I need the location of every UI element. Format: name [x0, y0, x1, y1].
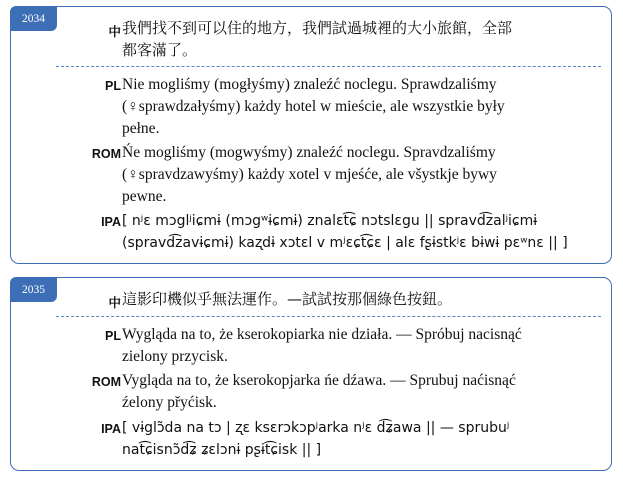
divider — [56, 66, 601, 67]
divider — [56, 316, 601, 317]
ipa-text: [ vɨglɔ̃da na tɔ | ʐɛ ksɛrɔkɔpʲarka nʲɛ d͡ʑawa || — sprubuʲ nat͡ɕisnɔ̃d͡ʑ ʑɛlɔnɨ pʂɨt͡ɕisk || ] — [122, 420, 510, 458]
ipa-text: [ nʲɛ mɔglʲiɕmɨ (mɔgʷɨɕmɨ) znalɛt͡ɕ nɔtslɛgu || spravd͡zalʲiɕmɨ (spravd͡zavɨɕmɨ) kaʐdɨ xɔtɛl v mʲɛɕt͡ɕɛ | alɛ fʂɨstkʲɛ bɨwɨ pɛʷnɛ || ] — [122, 213, 568, 251]
polish-label: PL — [105, 79, 121, 93]
entry-number-badge: 2034 — [10, 6, 57, 31]
chinese-text: 這影印機似乎無法運作。—試試按那個綠色按鈕。 — [122, 290, 453, 308]
chinese-text: 我們找不到可以住的地方，我們試過城裡的大小旅館，全部 都客滿了。 — [122, 19, 513, 59]
polish-text: Wygląda na to, że kserokopiarka nie działa. — Spróbuj nacisnąć zielony przycisk. — [122, 326, 522, 365]
romanization-label: ROM — [91, 147, 121, 161]
ipa-label: IPA — [101, 422, 121, 436]
entry-card — [10, 6, 612, 264]
entry-card — [10, 277, 612, 471]
ipa-label: IPA — [101, 215, 121, 229]
romanization-label: ROM — [91, 375, 121, 389]
romanization-text: Vygląda na to, że kserokopjarka ńe dźawa. — Sprubuj naćisnąć źelony přyćisk. — [122, 372, 516, 411]
entry-number-badge: 2035 — [10, 277, 57, 302]
polish-label: PL — [105, 329, 121, 343]
chinese-label: 中 — [108, 25, 121, 39]
chinese-label: 中 — [108, 296, 121, 310]
romanization-text: Ńe mogliśmy (mogwyśmy) znaleźć noclegu. Spravdzaliśmy (♀spravdzawyśmy) każdy xotel v mjeśće, ale všystkje bywy pewne. — [122, 144, 497, 205]
polish-text: Nie mogliśmy (mogłyśmy) znaleźć noclegu. Sprawdzaliśmy (♀sprawdzałyśmy) każdy hotel w mieście, ale wszystkie były pełne. — [122, 76, 505, 137]
